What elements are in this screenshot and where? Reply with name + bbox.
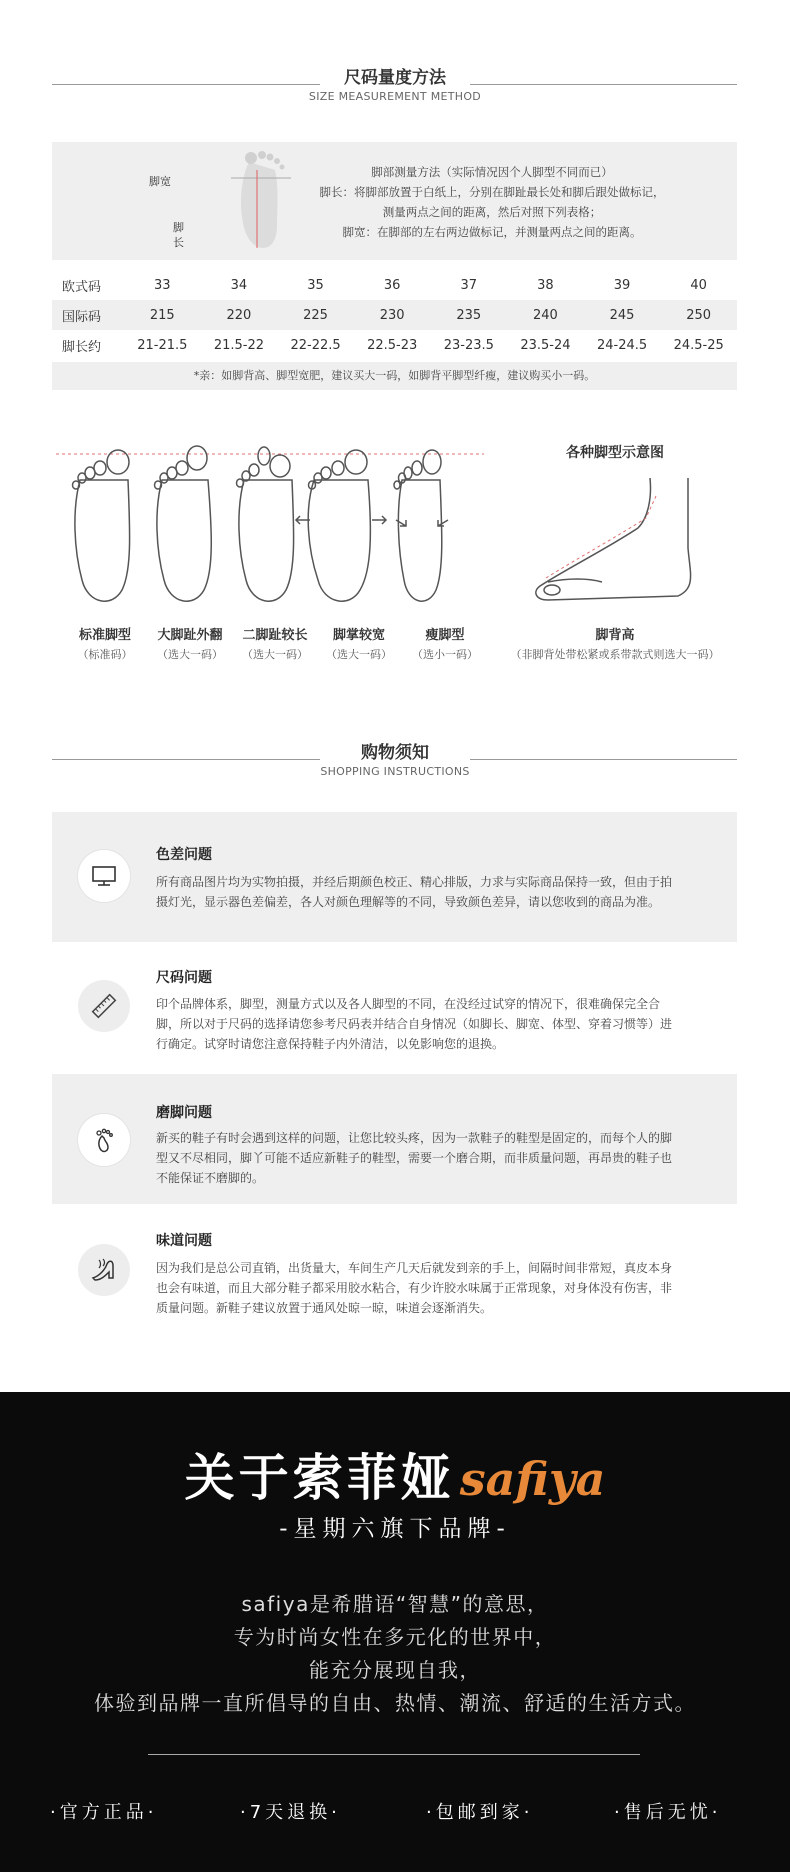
divider bbox=[470, 84, 737, 85]
shopping-section-title: 购物须知 bbox=[361, 743, 429, 763]
table-cell: 24.5-25 bbox=[673, 337, 724, 353]
foot-type-sub: （选小一码） bbox=[412, 648, 478, 661]
notice-line: 因为我们是总公司直销，出货量大，车间生产几天后就发到亲的手上，间隔时间非常短，真皮本身 bbox=[156, 1261, 673, 1275]
badge-free-shipping: ·包邮到家· bbox=[426, 1802, 534, 1823]
notice-line: 质量问题。新鞋子建议放置于通风处晾一晾，味道会逐渐消失。 bbox=[156, 1301, 493, 1315]
table-cell: 215 bbox=[124, 300, 201, 330]
shopping-section-subtitle: SHOPPING INSTRUCTIONS bbox=[320, 765, 470, 778]
intro-line: safiya是希腊语“智慧”的意思， bbox=[241, 1592, 549, 1616]
table-cell: 235 bbox=[431, 300, 508, 330]
method-line: 脚宽：在脚部的左右两边做标记，并测量两点之间的距离。 bbox=[342, 225, 642, 239]
intro-line: 能充分展现自我， bbox=[309, 1658, 481, 1682]
notice-title: 味道问题 bbox=[156, 1233, 212, 1249]
divider bbox=[148, 1754, 640, 1755]
foot-length-label: 脚长 bbox=[173, 221, 184, 249]
table-cell: 23-23.5 bbox=[443, 337, 494, 353]
table-cell: 225 bbox=[277, 300, 354, 330]
badge-after-sales: ·售后无忧· bbox=[614, 1802, 722, 1823]
brand-heading bbox=[0, 1438, 790, 1510]
brand-title-cn: 关于索菲娅 bbox=[184, 1449, 455, 1507]
table-cell: 250 bbox=[660, 300, 737, 330]
notice-line: 新买的鞋子有时会遇到这样的问题，让您比较头疼，因为一款鞋子的鞋型是固定的，而每个人的脚 bbox=[156, 1131, 673, 1145]
high-arch-foot-icon bbox=[528, 478, 718, 608]
footprint-icon bbox=[78, 1114, 130, 1166]
table-cell: 34 bbox=[230, 277, 248, 293]
divider bbox=[470, 759, 737, 760]
row-label: 欧式码 bbox=[62, 279, 102, 295]
size-chart-table bbox=[52, 270, 737, 360]
monitor-icon bbox=[78, 850, 130, 902]
foot-type-sub: （选大一码） bbox=[157, 648, 223, 661]
table-cell: 21-21.5 bbox=[137, 337, 188, 353]
table-cell: 240 bbox=[507, 300, 584, 330]
notice-body bbox=[156, 1128, 726, 1188]
row-label: 脚长约 bbox=[62, 339, 102, 355]
notice-line: 也会有味道，而且大部分鞋子都采用胶水粘合，有少许胶水味属于正常现象，对身体没有伤害，非 bbox=[156, 1281, 673, 1295]
high-heel-icon bbox=[78, 1244, 130, 1296]
size-note: *亲：如脚背高、脚型宽肥，建议买大一码，如脚背平脚型纤瘦，建议购买小一码。 bbox=[52, 362, 737, 390]
table-cell: 21.5-22 bbox=[213, 337, 265, 353]
notice-line: 不能保证不磨脚的。 bbox=[156, 1171, 265, 1185]
notice-title: 尺码问题 bbox=[156, 970, 212, 986]
table-cell: 24-24.5 bbox=[596, 337, 648, 353]
notice-line: 脚，所以对于尺码的选择请您参考尺码表并结合自身情况（如脚长、脚宽、体型、穿着习惯等）进 bbox=[156, 1017, 673, 1031]
foot-type-label: 瘦脚型 bbox=[425, 628, 465, 643]
size-section-subtitle: SIZE MEASUREMENT METHOD bbox=[308, 90, 482, 103]
method-line: 脚长：将脚部放置于白纸上，分别在脚趾最长处和脚后跟处做标记， bbox=[319, 185, 665, 199]
notice-title: 磨脚问题 bbox=[156, 1105, 212, 1121]
table-cell: 40 bbox=[690, 277, 707, 293]
notice-chafing bbox=[52, 1074, 737, 1204]
notice-color-difference bbox=[52, 812, 737, 942]
foot-type-label: 大脚趾外翻 bbox=[157, 628, 223, 643]
brand-footer bbox=[0, 1392, 790, 1872]
table-cell: 33 bbox=[154, 277, 171, 293]
table-row bbox=[52, 300, 737, 330]
foot-width-label: 脚宽 bbox=[149, 175, 171, 188]
ruler-icon bbox=[78, 980, 130, 1032]
foot-types-illustration bbox=[52, 440, 492, 620]
method-text bbox=[282, 162, 702, 242]
method-line: 脚部测量方法（实际情况因个人脚型不同而已） bbox=[371, 165, 613, 179]
brand-slogan: -星期六旗下品牌- bbox=[279, 1516, 511, 1542]
table-cell: 23.5-24 bbox=[520, 337, 571, 353]
brand-logo: safiya bbox=[459, 1452, 606, 1506]
notice-line: 型又不尽相同，脚丫可能不适应新鞋子的鞋型，需要一个磨合期，而非质量问题，再昂贵的鞋子也 bbox=[156, 1151, 673, 1165]
table-row bbox=[52, 330, 737, 360]
high-arch-sub: （非脚背处带松紧或系带款式则选大一码） bbox=[510, 648, 720, 661]
badge-returns: ·7天退换· bbox=[240, 1802, 341, 1823]
foot-type-sub: （标准码） bbox=[77, 648, 133, 661]
notice-line: 行确定。试穿时请您注意保持鞋子内外清洁，以免影响您的退换。 bbox=[156, 1037, 505, 1051]
table-cell: 35 bbox=[307, 277, 324, 293]
notice-size bbox=[52, 942, 737, 1072]
foot-type-label: 二脚趾较长 bbox=[242, 628, 308, 643]
measurement-method-box bbox=[52, 142, 737, 260]
row-label: 国际码 bbox=[52, 300, 124, 330]
divider bbox=[52, 84, 320, 85]
notice-line: 所有商品图片均为实物拍摄，并经后期颜色校正、精心排版，力求与实际商品保持一致，但由于拍 bbox=[156, 875, 673, 889]
intro-line: 体验到品牌一直所倡导的自由、热情、潮流、舒适的生活方式。 bbox=[94, 1691, 696, 1715]
notice-title: 色差问题 bbox=[156, 847, 212, 863]
table-cell: 22-22.5 bbox=[290, 337, 341, 353]
table-cell: 230 bbox=[354, 300, 431, 330]
notice-line: 摄灯光，显示器色差偏差，各人对颜色理解等的不同，导致颜色差异，请以您收到的商品为准。 bbox=[156, 895, 661, 909]
notice-body bbox=[156, 1258, 726, 1318]
method-line: 测量两点之间的距离，然后对照下列表格； bbox=[382, 205, 602, 219]
notice-line: 印个品牌体系，脚型，测量方式以及各人脚型的不同，在没经过试穿的情况下，很难确保完全合 bbox=[156, 997, 661, 1011]
table-cell: 38 bbox=[537, 277, 554, 293]
table-cell: 37 bbox=[460, 277, 478, 293]
foot-type-label: 脚掌较宽 bbox=[332, 628, 385, 643]
notice-odor bbox=[52, 1204, 737, 1344]
foot-type-label: 标准脚型 bbox=[78, 628, 131, 643]
size-section-title: 尺码量度方法 bbox=[344, 68, 446, 88]
badge-authentic: ·官方正品· bbox=[50, 1802, 158, 1823]
table-cell: 22.5-23 bbox=[367, 337, 418, 353]
table-row bbox=[52, 270, 737, 300]
table-cell: 39 bbox=[613, 277, 631, 293]
diagram-title: 各种脚型示意图 bbox=[566, 445, 664, 461]
foot-type-sub: （选大一码） bbox=[242, 648, 308, 661]
table-cell: 245 bbox=[584, 300, 661, 330]
divider bbox=[52, 759, 320, 760]
high-arch-label: 脚背高 bbox=[595, 628, 635, 643]
intro-line: 专为时尚女性在多元化的世界中， bbox=[233, 1625, 557, 1649]
notice-body bbox=[156, 872, 726, 912]
table-cell: 36 bbox=[383, 277, 401, 293]
foot-type-sub: （选大一码） bbox=[326, 648, 392, 661]
table-cell: 220 bbox=[201, 300, 278, 330]
notice-body bbox=[156, 994, 726, 1054]
brand-intro bbox=[0, 1588, 790, 1720]
